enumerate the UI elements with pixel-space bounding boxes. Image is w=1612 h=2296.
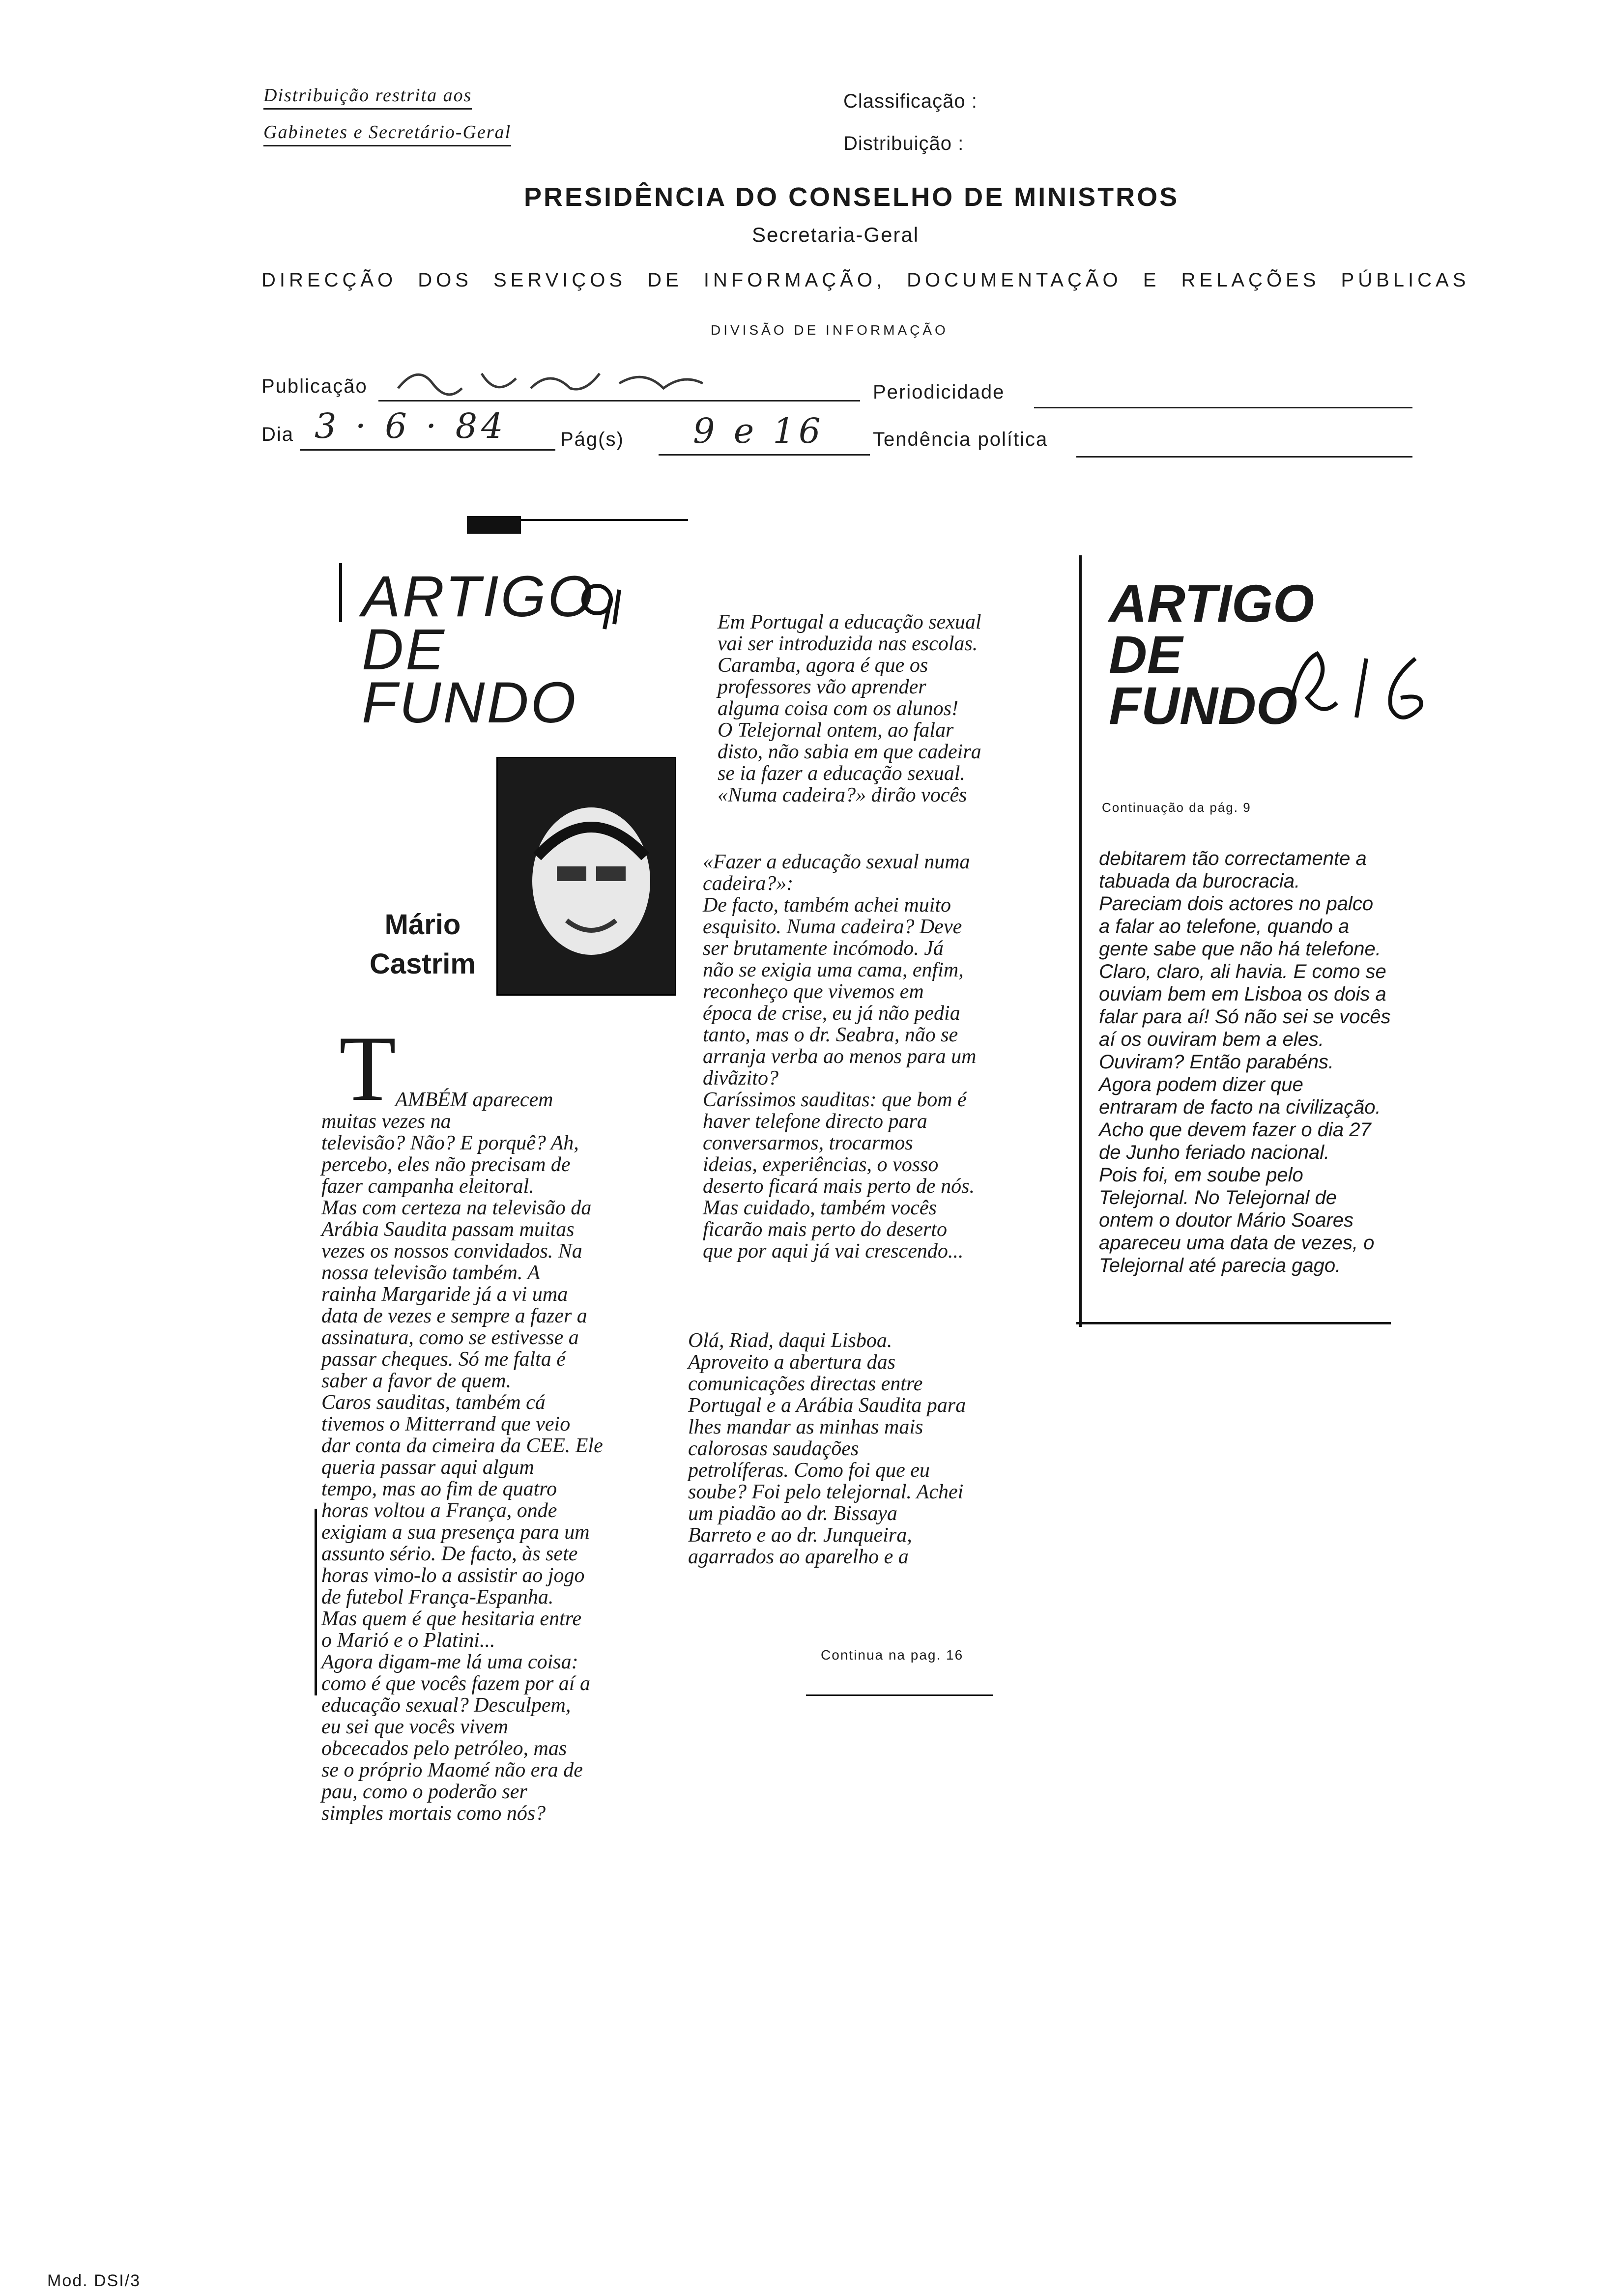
drop-cap: T xyxy=(339,1017,397,1120)
distribuicao-label: Distribuição : xyxy=(843,133,964,154)
author-portrait xyxy=(496,757,676,996)
continuation-title-line-3: FUNDO xyxy=(1109,676,1297,735)
title-left-rule xyxy=(339,563,342,622)
handwritten-page-mark-16 xyxy=(1278,644,1440,735)
restriction-line-2: Gabinetes e Secretário-Geral xyxy=(263,121,511,146)
handwritten-16-mark xyxy=(1278,644,1440,732)
article-title xyxy=(362,564,595,735)
dia-handwritten: 3 · 6 · 84 xyxy=(315,406,507,446)
handwritten-page-mark xyxy=(575,580,634,636)
pags-label: Pág(s) xyxy=(560,429,624,450)
periodicidade-line xyxy=(1034,407,1412,408)
continuation-from-note: Continuação da pág. 9 xyxy=(1102,800,1251,815)
classificacao-label: Classificação : xyxy=(843,90,978,112)
continuation-left-rule xyxy=(1079,555,1082,1327)
page-title: PRESIDÊNCIA DO CONSELHO DE MINISTROS xyxy=(524,182,1180,212)
article-column-2c: Olá, Riad, daqui Lisboa. Aproveito a abertura das comunicações directas entre Portugal e a Arábia Saudita para lhes mandar as minhas mais calorosas saudações petrolíferas. Como foi que eu soube? Foi pelo telejornal. Achei um piadão ao dr. Bissaya Barreto e ao dr. Junqueira, agarrados ao aparelho e a xyxy=(688,1329,966,1568)
continuation-text: debitarem tão correctamente a tabuada da burocracia. Pareciam dois actores no palco a falar ao telefone, quando a gente sabe que não há telefone. Claro, claro, ali havia. E como se ouviam bem em Lisboa os dois a falar para aí! Só não sei se vocês aí os ouviram bem a eles. Ouviram? Então parabéns. Agora podem dizer que entraram de facto na civilização. Acho que devem fazer o dia 27 de Junho feriado nacional. Pois foi, em soube pelo Telejornal. No Telejornal de ontem o doutor Mário Soares apareceu uma data de vezes, o Telejornal até parecia gago. xyxy=(1099,848,1391,1276)
publicacao-scribble xyxy=(388,354,732,403)
handwritten-9-mark xyxy=(575,580,634,634)
column-1-margin-rule xyxy=(315,1509,317,1695)
form-code: Mod. DSI/3 xyxy=(47,2271,141,2290)
author-last-name: Castrim xyxy=(370,948,476,980)
publicacao-label: Publicação xyxy=(261,375,368,397)
restriction-notice xyxy=(263,85,511,146)
dia-label: Dia xyxy=(261,424,294,445)
article-title-line-1: ARTIGO xyxy=(362,564,595,629)
page-subtitle: Secretaria-Geral xyxy=(752,223,920,246)
article-title-line-2: DE xyxy=(362,617,446,682)
continue-note: Continua na pag. 16 xyxy=(821,1647,964,1663)
article-column-2a: Em Portugal a educação sexual vai ser introduzida nas escolas. Caramba, agora é que os professores vão aprender alguma coisa com os alunos! O Telejornal ontem, ao falar disto, não sabia em que cadeira se ia fazer a educação sexual. «Numa cadeira?» dirão vocês xyxy=(718,611,981,806)
article-column-1: AMBÉM aparecem muitas vezes na televisão? Não? E porquê? Ah, percebo, eles não precisam de fazer campanha eleitoral. Mas com certeza na televisão da Arábia Saudita passam muitas vezes os nossos convidados. Na nossa televisão também. A rainha Margaride já a vi uma data de vezes e sempre a fazer a assinatura, como se estivesse a passar cheques. Só me falta é saber a favor de quem. Caros sauditas, também cá tivemos o Mitterrand que veio dar conta da cimeira da CEE. Ele queria passar aqui algum tempo, mas ao fim de quatro horas voltou a França, onde exigiam a sua presença para um assunto sério. De facto, às sete horas vimo-lo a assistir ao jogo de futebol França-Espanha. Mas quem é que hesitaria entre o Marió e o Platini... Agora digam-me lá uma coisa: como é que vocês fazem por aí a educação sexual? Desculpem, eu sei que vocês vivem obcecados pelo petróleo, mas se o próprio Maomé não era de pau, como o poderão ser simples mortais como nós? xyxy=(321,1089,603,1825)
restriction-line-1: Distribuição restrita aos xyxy=(263,85,472,110)
portrait-image xyxy=(498,758,675,994)
dia-line xyxy=(300,449,555,451)
author-first-name: Mário xyxy=(384,909,461,941)
continuation-title-line-2: DE xyxy=(1109,625,1183,684)
tendencia-line xyxy=(1076,456,1412,458)
direccao-heading: DIRECÇÃO DOS SERVIÇOS DE INFORMAÇÃO, DOCUMENTAÇÃO E RELAÇÕES PÚBLICAS xyxy=(261,269,1470,291)
article-title-line-3: FUNDO xyxy=(362,670,578,735)
pags-line xyxy=(659,454,870,456)
newspaper-logo xyxy=(467,516,521,534)
author-name xyxy=(364,905,482,984)
divisao-heading: DIVISÃO DE INFORMAÇÃO xyxy=(711,322,949,338)
tendencia-label: Tendência política xyxy=(873,429,1048,450)
publicacao-handwritten xyxy=(388,354,732,411)
continuation-bottom-rule xyxy=(1076,1322,1391,1324)
logo-rule xyxy=(521,519,688,521)
pags-handwritten: 9 e 16 xyxy=(693,411,825,451)
article-column-2b: «Fazer a educação sexual numa cadeira?»: De facto, também achei muito esquisito. Numa cadeira? Deve ser brutamente incómodo. Já não se exigia uma cama, enfim, reconheço que vivemos em época de crise, eu já não pedia tanto, mas o dr. Seabra, não se arranja verba ao menos para um divãzito? Caríssimos sauditas: que bom é haver telefone directo para conversarmos, trocarmos ideias, experiências, o vosso deserto ficará mais perto de nós. Mas cuidado, também vocês ficarão mais perto do deserto que por aqui já vai crescendo... xyxy=(703,851,977,1263)
continue-rule xyxy=(806,1694,993,1696)
periodicidade-label: Periodicidade xyxy=(873,381,1005,403)
continuation-title-line-1: ARTIGO xyxy=(1109,574,1315,633)
